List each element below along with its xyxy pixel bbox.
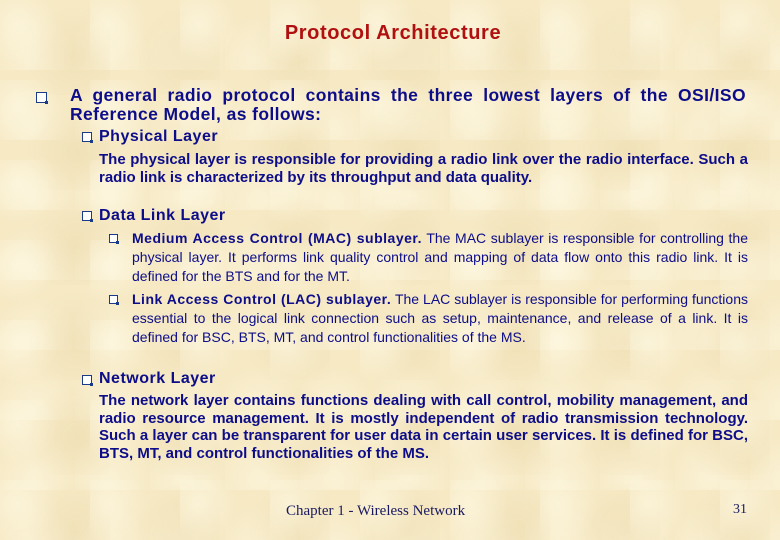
intro-paragraph: A general radio protocol contains the three lowest layers of the OSI/ISO Reference Model, as follows: <box>70 85 746 124</box>
mac-sublayer-heading: Medium Access Control (MAC) sublayer. <box>132 230 422 246</box>
checkbox-bullet-icon <box>82 375 92 385</box>
mac-sublayer-text: The MAC sublayer is responsible for controlling the physical layer. It performs link quality control and mapping of data flow onto this radio link. It is defined for the BTS and for the MT. <box>132 230 748 284</box>
checkbox-bullet-icon <box>36 92 47 103</box>
network-layer-text: The network layer contains functions dealing with call control, mobility management, and radio resource management. It is mostly independent of radio transmission technology. Such a layer can be transparent for user data in certain user services. It is defined for BSC, BTS, MT, and control functionalities of the MS. <box>99 392 748 462</box>
page-number: 31 <box>733 502 747 517</box>
checkbox-bullet-icon <box>82 132 92 142</box>
physical-layer-heading: Physical Layer <box>99 128 219 145</box>
checkbox-bullet-icon <box>109 234 118 243</box>
footer-chapter: Chapter 1 - Wireless Network <box>286 503 466 519</box>
checkbox-bullet-icon <box>82 211 92 221</box>
checkbox-bullet-icon <box>109 295 118 304</box>
lac-sublayer-paragraph <box>132 290 748 347</box>
data-link-layer-heading: Data Link Layer <box>99 207 226 224</box>
slide-title: Protocol Architecture <box>284 22 502 44</box>
lac-sublayer-heading: Link Access Control (LAC) sublayer. <box>132 291 392 307</box>
physical-layer-text: The physical layer is responsible for providing a radio link over the radio interface. Such a radio link is characterized by its throughput and data quality. <box>99 151 748 186</box>
mac-sublayer-paragraph <box>132 229 748 286</box>
network-layer-heading: Network Layer <box>99 370 216 387</box>
lac-sublayer-text: The LAC sublayer is responsible for performing functions essential to the logical link connection such as setup, maintenance, and release of a link. It is defined for BSC, BTS, MT, and control functionalities of the MS. <box>132 291 748 345</box>
